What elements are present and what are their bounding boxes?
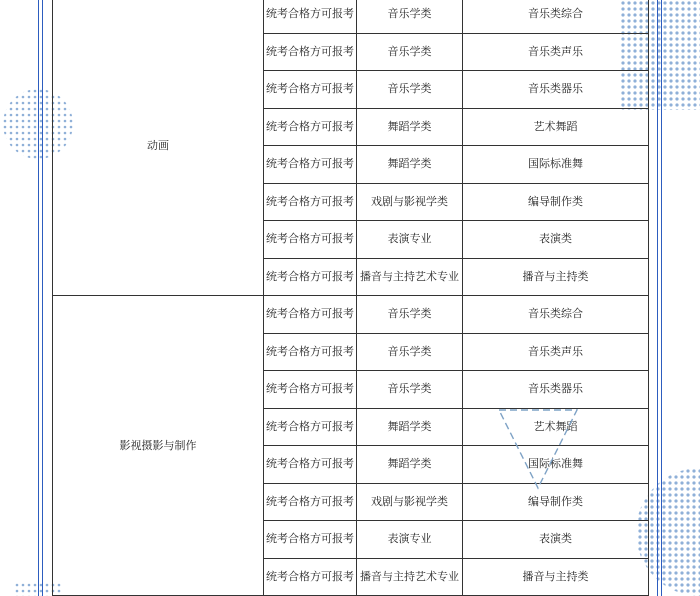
exam-requirement: 统考合格方可报考 (264, 183, 357, 221)
frame-line-right-inner (657, 0, 658, 596)
exam-type: 国际标准舞 (463, 146, 649, 184)
exam-type: 编导制作类 (463, 183, 649, 221)
frame-line-left-outer (38, 0, 39, 596)
exam-type: 艺术舞蹈 (463, 108, 649, 146)
art-category: 音乐学类 (357, 0, 463, 33)
exam-type: 艺术舞蹈 (463, 408, 649, 446)
art-category: 舞蹈学类 (357, 446, 463, 484)
major-name: 影视摄影与制作 (53, 296, 264, 596)
admission-table (52, 0, 649, 596)
exam-requirement: 统考合格方可报考 (264, 333, 357, 371)
exam-requirement: 统考合格方可报考 (264, 483, 357, 521)
exam-type: 编导制作类 (463, 483, 649, 521)
exam-requirement: 统考合格方可报考 (264, 521, 357, 559)
exam-requirement: 统考合格方可报考 (264, 371, 357, 409)
decor-dashed-triangle (497, 408, 579, 490)
exam-type: 播音与主持类 (463, 558, 649, 596)
art-category: 音乐学类 (357, 371, 463, 409)
art-category: 播音与主持艺术专业 (357, 558, 463, 596)
exam-requirement: 统考合格方可报考 (264, 33, 357, 71)
exam-type: 音乐类声乐 (463, 33, 649, 71)
exam-type: 播音与主持类 (463, 258, 649, 296)
exam-type: 音乐类器乐 (463, 371, 649, 409)
exam-type: 音乐类声乐 (463, 333, 649, 371)
exam-requirement: 统考合格方可报考 (264, 558, 357, 596)
art-category: 表演专业 (357, 521, 463, 559)
exam-requirement: 统考合格方可报考 (264, 446, 357, 484)
frame-line-right-outer (661, 0, 662, 596)
exam-requirement: 统考合格方可报考 (264, 71, 357, 109)
art-category: 舞蹈学类 (357, 408, 463, 446)
exam-requirement: 统考合格方可报考 (264, 221, 357, 259)
art-category: 音乐学类 (357, 71, 463, 109)
exam-type: 音乐类综合 (463, 0, 649, 33)
art-category: 表演专业 (357, 221, 463, 259)
art-category: 音乐学类 (357, 33, 463, 71)
exam-requirement: 统考合格方可报考 (264, 408, 357, 446)
art-category: 舞蹈学类 (357, 108, 463, 146)
art-category: 戏剧与影视学类 (357, 183, 463, 221)
art-category: 戏剧与影视学类 (357, 483, 463, 521)
exam-type: 国际标准舞 (463, 446, 649, 484)
table-row (53, 0, 649, 33)
exam-type: 音乐类综合 (463, 296, 649, 334)
frame-line-left-inner (42, 0, 43, 596)
exam-requirement: 统考合格方可报考 (264, 0, 357, 33)
art-category: 音乐学类 (357, 333, 463, 371)
exam-type: 表演类 (463, 221, 649, 259)
exam-type: 音乐类器乐 (463, 71, 649, 109)
exam-requirement: 统考合格方可报考 (264, 258, 357, 296)
exam-requirement: 统考合格方可报考 (264, 296, 357, 334)
exam-type: 表演类 (463, 521, 649, 559)
table-row (53, 296, 649, 334)
exam-requirement: 统考合格方可报考 (264, 146, 357, 184)
art-category: 音乐学类 (357, 296, 463, 334)
major-name: 动画 (53, 0, 264, 296)
exam-requirement: 统考合格方可报考 (264, 108, 357, 146)
art-category: 舞蹈学类 (357, 146, 463, 184)
art-category: 播音与主持艺术专业 (357, 258, 463, 296)
